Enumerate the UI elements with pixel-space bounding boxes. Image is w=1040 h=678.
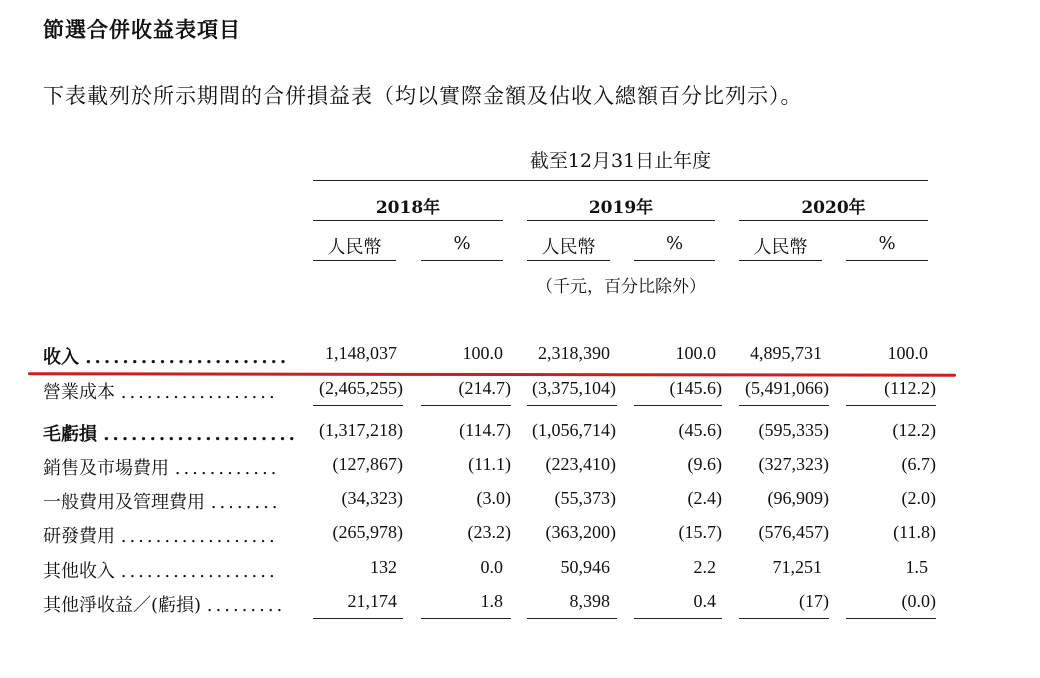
cell-percent-2018: (3.0) [476, 488, 511, 508]
bottom-rule [527, 618, 617, 619]
row-leader-dots: ......... [206, 595, 286, 616]
row-label [43, 522, 278, 548]
row-label [43, 454, 279, 480]
unit-rule [421, 260, 503, 261]
row-leader-dots: .................. [120, 382, 278, 403]
cell-amount-2018: 132 [370, 557, 397, 577]
row-leader-dots: ........ [210, 492, 281, 513]
cell-amount-2019: 8,398 [569, 591, 610, 611]
year-header-2020: 2020年 [801, 198, 866, 218]
row-label-text: 營業成本 [43, 382, 115, 403]
row-label-text: 一般費用及管理費用 [43, 492, 205, 513]
red-highlight-line [28, 372, 956, 376]
year-rule-2020 [739, 220, 928, 221]
subtotal-rule [421, 405, 511, 406]
unit-rule [739, 260, 822, 261]
row-label [43, 420, 298, 446]
cell-amount-2018: (1,317,218) [319, 420, 403, 440]
unit-rmb-2019: 人民幣 [541, 237, 596, 258]
cell-percent-2020: (6.7) [901, 454, 936, 474]
row-label-text: 研發費用 [43, 526, 115, 547]
row-leader-dots: ...................... [85, 347, 290, 368]
subtotal-rule [313, 405, 403, 406]
year-header-2019: 2019年 [588, 198, 654, 218]
row-label [43, 343, 289, 369]
row-label [43, 557, 278, 583]
subtotal-rule [739, 405, 829, 406]
cell-percent-2019: (15.7) [678, 522, 722, 542]
cell-amount-2020: (5,491,066) [745, 378, 829, 398]
row-label-text: 其他收入 [43, 561, 115, 582]
cell-percent-2020: 100.0 [887, 343, 928, 363]
cell-percent-2018: (23.2) [467, 522, 511, 542]
bottom-rule [313, 618, 403, 619]
row-label-text: 收入 [43, 347, 79, 368]
unit-percent-2019: % [665, 233, 684, 254]
cell-amount-2018: (265,978) [332, 522, 403, 542]
cell-percent-2019: (45.6) [678, 420, 722, 440]
unit-rule [313, 260, 396, 261]
unit-rmb-2018: 人民幣 [327, 237, 382, 258]
row-label-text: 其他淨收益／(虧損) [43, 595, 202, 616]
cell-percent-2018: (114.7) [459, 420, 511, 440]
cell-amount-2019: (3,375,104) [532, 378, 616, 398]
cell-amount-2019: 50,946 [560, 557, 610, 577]
cell-percent-2020: (2.0) [901, 488, 936, 508]
bottom-rule [634, 618, 722, 619]
cell-amount-2020: (96,909) [767, 488, 829, 508]
unit-rule [527, 260, 610, 261]
section-title: 節選合併收益表項目 [43, 17, 241, 42]
year-rule-2018 [313, 220, 503, 221]
year-rule-2019 [527, 220, 715, 221]
period-header-rule [313, 180, 928, 181]
row-label [43, 488, 281, 514]
cell-amount-2018: 1,148,037 [325, 343, 397, 363]
cell-amount-2019: 2,318,390 [538, 343, 610, 363]
intro-paragraph: 下表載列於所示期間的合併損益表（均以實際金額及佔收入總額百分比列示）。 [43, 84, 803, 108]
unit-rule [634, 260, 715, 261]
row-leader-dots: ..................... [103, 424, 298, 445]
cell-percent-2020: (11.8) [893, 522, 936, 542]
cell-percent-2018: (11.1) [468, 454, 511, 474]
cell-percent-2019: (145.6) [669, 378, 722, 398]
cell-percent-2019: 100.0 [675, 343, 716, 363]
year-header-2018: 2018年 [375, 198, 441, 218]
cell-amount-2018: 21,174 [347, 591, 397, 611]
cell-amount-2018: (34,323) [341, 488, 403, 508]
cell-percent-2020: 1.5 [905, 557, 928, 577]
cell-amount-2020: (17) [799, 591, 829, 611]
cell-amount-2020: (595,335) [758, 420, 829, 440]
unit-rule [846, 260, 928, 261]
subtotal-rule [527, 405, 617, 406]
bottom-rule [846, 618, 936, 619]
row-label-text: 毛虧損 [43, 424, 97, 445]
cell-percent-2018: 1.8 [480, 591, 503, 611]
cell-amount-2020: (576,457) [758, 522, 829, 542]
row-label [43, 591, 285, 617]
row-leader-dots: ............ [174, 458, 280, 479]
row-leader-dots: .................. [120, 526, 278, 547]
unit-note: （千元，百分比除外） [536, 277, 706, 297]
cell-amount-2018: (127,867) [332, 454, 403, 474]
row-label [43, 378, 278, 404]
subtotal-rule [846, 405, 936, 406]
cell-amount-2020: 71,251 [772, 557, 822, 577]
cell-percent-2018: (214.7) [458, 378, 511, 398]
unit-rmb-2020: 人民幣 [753, 237, 808, 258]
cell-percent-2019: 0.4 [693, 591, 716, 611]
cell-percent-2020: (112.2) [884, 378, 936, 398]
bottom-rule [739, 618, 829, 619]
cell-percent-2020: (0.0) [901, 591, 936, 611]
cell-amount-2019: (363,200) [545, 522, 616, 542]
bottom-rule [421, 618, 511, 619]
row-label-text: 銷售及市場費用 [43, 458, 169, 479]
unit-percent-2020: % [878, 233, 896, 254]
cell-percent-2018: 100.0 [462, 343, 503, 363]
cell-percent-2018: 0.0 [480, 557, 503, 577]
cell-percent-2019: 2.2 [693, 557, 716, 577]
cell-percent-2019: (2.4) [687, 488, 722, 508]
row-leader-dots: .................. [120, 561, 278, 582]
cell-amount-2020: (327,323) [758, 454, 829, 474]
period-header: 截至12月31日止年度 [529, 150, 712, 172]
cell-amount-2020: 4,895,731 [750, 343, 822, 363]
cell-amount-2019: (1,056,714) [532, 420, 616, 440]
subtotal-rule [634, 405, 722, 406]
cell-percent-2019: (9.6) [687, 454, 722, 474]
cell-amount-2019: (55,373) [554, 488, 616, 508]
unit-percent-2018: % [453, 233, 471, 254]
cell-amount-2019: (223,410) [545, 454, 616, 474]
cell-percent-2020: (12.2) [892, 420, 936, 440]
cell-amount-2018: (2,465,255) [319, 378, 403, 398]
